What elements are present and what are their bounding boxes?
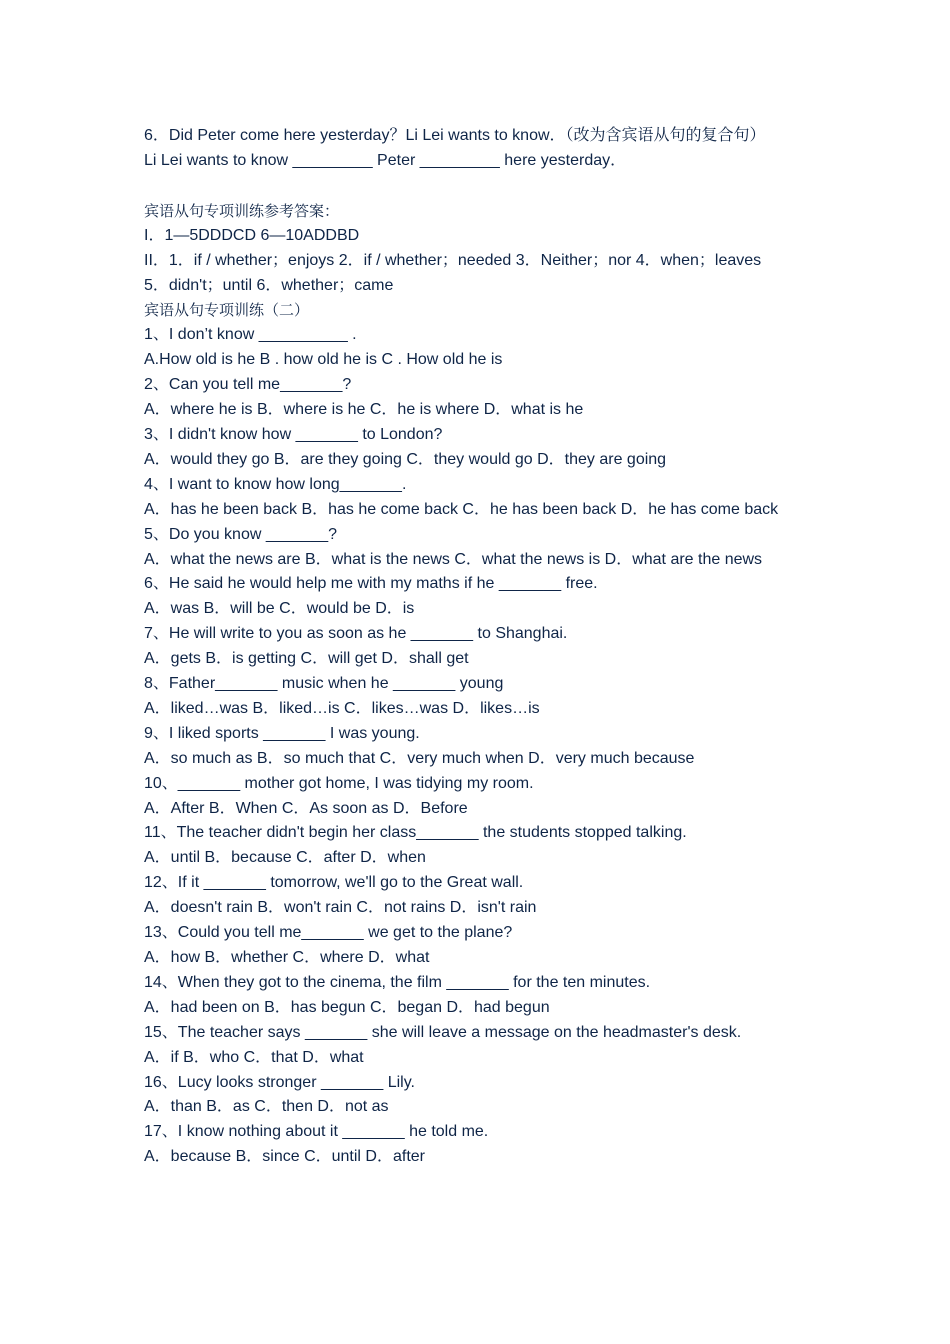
question-15: 15、The teacher says _______ she will leave a message on the headmaster's desk.: [144, 1023, 742, 1041]
section-two-heading: 宾语从句专项训练（二）: [144, 301, 310, 320]
question-13: 13、Could you tell me_______ we get to the plane?: [144, 924, 513, 942]
question-7: 7、He will write to you as soon as he _______ to Shanghai.: [144, 625, 568, 643]
question-1: 1、I don’t know __________ .: [144, 326, 357, 344]
question-5-options: A．what the news are B．what is the news C．what the news is D．what are the news: [144, 550, 763, 568]
question-9: 9、I liked sports _______ I was young.: [144, 724, 420, 742]
question-12: 12、If it _______ tomorrow, we'll go to the Great wall.: [144, 874, 524, 892]
answer-key-part-2-cont: 5．didn't；until 6．whether；came: [144, 276, 394, 294]
answer-key-heading: 宾语从句专项训练参考答案：: [144, 201, 340, 220]
question-11-options: A．until B．because C．after D．when: [144, 849, 426, 867]
question-17-options: A．because B．since C．until D．after: [144, 1148, 426, 1166]
document-body: [144, 124, 814, 1170]
question-2-options: A．where he is B．where is he C．he is where D．what is he: [144, 401, 584, 419]
answer-key-part-2: II．1．if / whether；enjoys 2．if / whether；needed 3．Neither；nor 4．when；leaves: [144, 251, 762, 269]
question-13-options: A．how B．whether C．where D．what: [144, 949, 430, 966]
question-15-options: A．if B．who C．that D．what: [144, 1048, 364, 1066]
question-6-options: A．was B．will be C．would be D．is: [144, 600, 415, 618]
question-4: 4、I want to know how long_______.: [144, 475, 407, 493]
question-8-options: A．liked…was B．liked…is C．likes…was D．likes…is: [144, 699, 540, 717]
question-7-options: A．gets B．is getting C．will get D．shall get: [144, 650, 469, 668]
question-1-options: A.How old is he B . how old he is C . How old he is: [144, 351, 503, 369]
question-14-options: A．had been on B．has begun C．began D．had begun: [144, 998, 550, 1016]
question-6: 6、He said he would help me with my maths if he _______ free.: [144, 575, 598, 593]
question-8: 8、Father_______ music when he _______ young: [144, 675, 504, 693]
question-10-options: A．After B．When C．As soon as D．Before: [144, 799, 468, 817]
question-3-options: A．would they go B．are they going C．they would go D．they are going: [144, 450, 667, 468]
exercise-6-question: 6．Did Peter come here yesterday？Li Lei wants to know．（改为含宾语从句的复合句）: [144, 127, 766, 144]
question-5: 5、Do you know _______?: [144, 525, 338, 543]
question-14: 14、When they got to the cinema, the film _______ for the ten minutes.: [144, 973, 651, 991]
question-3: 3、I didn't know how _______ to London?: [144, 425, 443, 443]
question-16: 16、Lucy looks stronger _______ Lily.: [144, 1073, 415, 1091]
question-9-options: A．so much as B．so much that C．very much when D．very much because: [144, 749, 695, 767]
question-4-options: A．has he been back B．has he come back C．he has been back D．he has come back: [144, 500, 779, 518]
exercise-6-answer-line: Li Lei wants to know _________ Peter _________ here yesterday．: [144, 151, 627, 169]
question-2: 2、Can you tell me_______?: [144, 376, 352, 394]
question-16-options: A．than B．as C．then D．not as: [144, 1098, 389, 1116]
question-12-options: A．doesn't rain B．won't rain C．not rains D．isn't rain: [144, 899, 537, 917]
question-17: 17、I know nothing about it _______ he told me.: [144, 1123, 489, 1141]
question-11: 11、The teacher didn't begin her class_______ the students stopped talking.: [144, 824, 687, 842]
question-10: 10、_______ mother got home, I was tidying my room.: [144, 774, 534, 792]
answer-key-part-1: I．1—5DDDCD 6—10ADDBD: [144, 226, 360, 244]
paragraph-gap: [144, 174, 814, 199]
